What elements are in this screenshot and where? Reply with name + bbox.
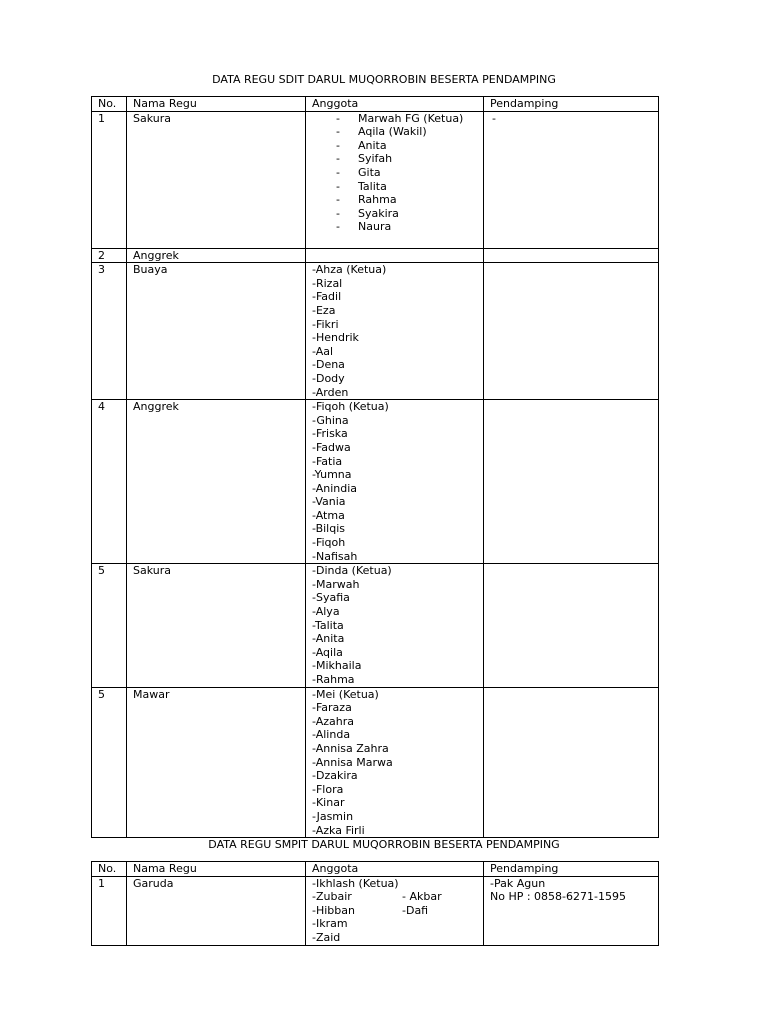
member-item: -Eza <box>312 303 336 317</box>
member-item <box>312 125 483 139</box>
bullet-dash: - <box>336 165 340 179</box>
table-row <box>92 687 659 838</box>
member-item: -Nafisah <box>312 549 358 563</box>
member-item: -Ahza (Ketua) <box>312 263 387 277</box>
table-header-row <box>92 862 659 877</box>
header-anggota: Anggota <box>306 862 484 877</box>
member-name: Rahma <box>358 193 397 207</box>
row-pendamping <box>484 564 659 687</box>
row-nama-regu: Anggrek <box>127 400 306 564</box>
member-item: -Aqila <box>312 645 343 659</box>
smpit-table <box>91 861 659 946</box>
table-row <box>92 876 659 945</box>
member-item: -Vania <box>312 495 346 509</box>
member-name: Naura <box>358 220 392 234</box>
member-item: -Dinda (Ketua) <box>312 564 392 578</box>
member-name: Talita <box>358 179 387 193</box>
member-item: -Fikri <box>312 317 339 331</box>
row-anggota <box>306 400 484 564</box>
bullet-dash: - <box>336 125 340 139</box>
member-item: -Azahra <box>312 714 355 728</box>
member-item: -Rahma <box>312 673 355 686</box>
header-no: No. <box>92 862 127 877</box>
bullet-dash: - <box>336 111 340 125</box>
member-item: -Marwah <box>312 577 360 591</box>
sdit-title: DATA REGU SDIT DARUL MUQORROBIN BESERTA PENDAMPING <box>212 73 556 86</box>
member-item <box>312 166 483 180</box>
member-item: -Zaid <box>312 930 341 944</box>
header-nama-regu: Nama Regu <box>127 97 306 112</box>
member-item: -Talita <box>312 618 344 632</box>
member-item: -Yumna <box>312 468 352 482</box>
member-item: -Jasmin <box>312 809 354 823</box>
member-item: -Ikhlash (Ketua) <box>312 876 399 890</box>
row-pendamping <box>484 876 659 945</box>
member-item <box>312 193 483 207</box>
member-item: -Aal <box>312 344 334 358</box>
member-name: Anita <box>358 138 387 152</box>
row-anggota <box>306 564 484 687</box>
table-row <box>92 564 659 687</box>
row-no: 3 <box>92 263 127 400</box>
member-item: -Annisa Zahra <box>312 741 389 755</box>
member-item: -Alya <box>312 605 340 619</box>
member-name: Gita <box>358 165 381 179</box>
row-no: 5 <box>92 564 127 687</box>
row-nama-regu: Sakura <box>127 564 306 687</box>
header-nama-regu: Nama Regu <box>127 862 306 877</box>
row-anggota <box>306 248 484 263</box>
member-item: -Friska <box>312 427 348 441</box>
table-header-row <box>92 97 659 112</box>
row-nama-regu: Sakura <box>127 111 306 248</box>
table-row <box>92 111 659 248</box>
member-item: -Fadwa <box>312 440 351 454</box>
member-name: Aqila (Wakil) <box>358 125 427 139</box>
row-pendamping: - <box>484 111 659 248</box>
member-item: -Bilqis <box>312 522 346 536</box>
member-item: -Mei (Ketua) <box>312 687 379 701</box>
member-item: -Azka Firli <box>312 823 365 837</box>
member-item: -Ikram <box>312 917 348 931</box>
row-no: 4 <box>92 400 127 564</box>
row-nama-regu: Buaya <box>127 263 306 400</box>
row-anggota <box>306 263 484 400</box>
bullet-dash: - <box>336 138 340 152</box>
table-row <box>92 400 659 564</box>
member-item: -Fiqoh <box>312 536 346 550</box>
member-item: -Flora <box>312 782 344 796</box>
bullet-dash: - <box>336 220 340 234</box>
member-item: -Ghina <box>312 413 349 427</box>
member-item <box>312 152 483 166</box>
member-item: -Kinar <box>312 796 345 810</box>
bullet-dash: - <box>336 193 340 207</box>
member-item: -Fatia <box>312 454 343 468</box>
member-item: -Dena <box>312 358 345 372</box>
member-item: -Hibban <box>312 903 355 917</box>
row-no: 1 <box>92 111 127 248</box>
row-no: 2 <box>92 248 127 263</box>
member-item: -Atma <box>312 508 345 522</box>
header-pendamping: Pendamping <box>484 862 659 877</box>
member-item: -Annisa Marwa <box>312 755 393 769</box>
member-pair <box>312 904 483 918</box>
member-pair <box>312 890 483 904</box>
header-no: No. <box>92 97 127 112</box>
header-anggota: Anggota <box>306 97 484 112</box>
member-item <box>312 112 483 126</box>
member-name: Syifah <box>358 152 393 166</box>
row-pendamping <box>484 248 659 263</box>
member-item <box>312 220 483 234</box>
member-item: - Akbar <box>402 890 442 904</box>
row-no: 5 <box>92 687 127 838</box>
member-item: -Anindia <box>312 481 358 495</box>
table-row <box>92 263 659 400</box>
row-nama-regu: Anggrek <box>127 248 306 263</box>
header-pendamping: Pendamping <box>484 97 659 112</box>
member-item <box>312 180 483 194</box>
member-item: -Arden <box>312 385 349 399</box>
member-item: -Dzakira <box>312 769 358 783</box>
bullet-dash: - <box>336 179 340 193</box>
row-nama-regu: Mawar <box>127 687 306 838</box>
sdit-table <box>91 96 659 838</box>
table-row <box>92 248 659 263</box>
row-pendamping <box>484 263 659 400</box>
row-no: 1 <box>92 876 127 945</box>
member-item: -Rizal <box>312 276 343 290</box>
member-item <box>312 139 483 153</box>
member-item: -Zubair <box>312 890 352 904</box>
row-pendamping <box>484 400 659 564</box>
row-nama-regu: Garuda <box>127 876 306 945</box>
row-anggota <box>306 687 484 838</box>
row-pendamping <box>484 687 659 838</box>
member-name: Syakira <box>358 206 399 220</box>
member-item <box>312 207 483 221</box>
smpit-title: DATA REGU SMPIT DARUL MUQORROBIN BESERTA PENDAMPING <box>208 838 560 851</box>
member-item: -Hendrik <box>312 331 359 345</box>
bullet-dash: - <box>336 152 340 166</box>
member-item: -Fiqoh (Ketua) <box>312 400 389 414</box>
row-anggota <box>306 111 484 248</box>
member-item: -Dody <box>312 371 345 385</box>
member-item: -Dafi <box>402 903 429 917</box>
pendamping-name: -Pak Agun <box>490 876 546 890</box>
member-item: -Fadil <box>312 290 342 304</box>
row-anggota <box>306 876 484 945</box>
member-item: -Syafia <box>312 591 350 605</box>
bullet-dash: - <box>336 206 340 220</box>
member-name: Marwah FG (Ketua) <box>358 111 464 125</box>
member-item: -Alinda <box>312 728 351 742</box>
pendamping-phone: No HP : 0858-6271-1595 <box>490 890 626 904</box>
member-item: -Anita <box>312 632 345 646</box>
member-item: -Mikhaila <box>312 659 362 673</box>
member-item: -Faraza <box>312 701 352 715</box>
